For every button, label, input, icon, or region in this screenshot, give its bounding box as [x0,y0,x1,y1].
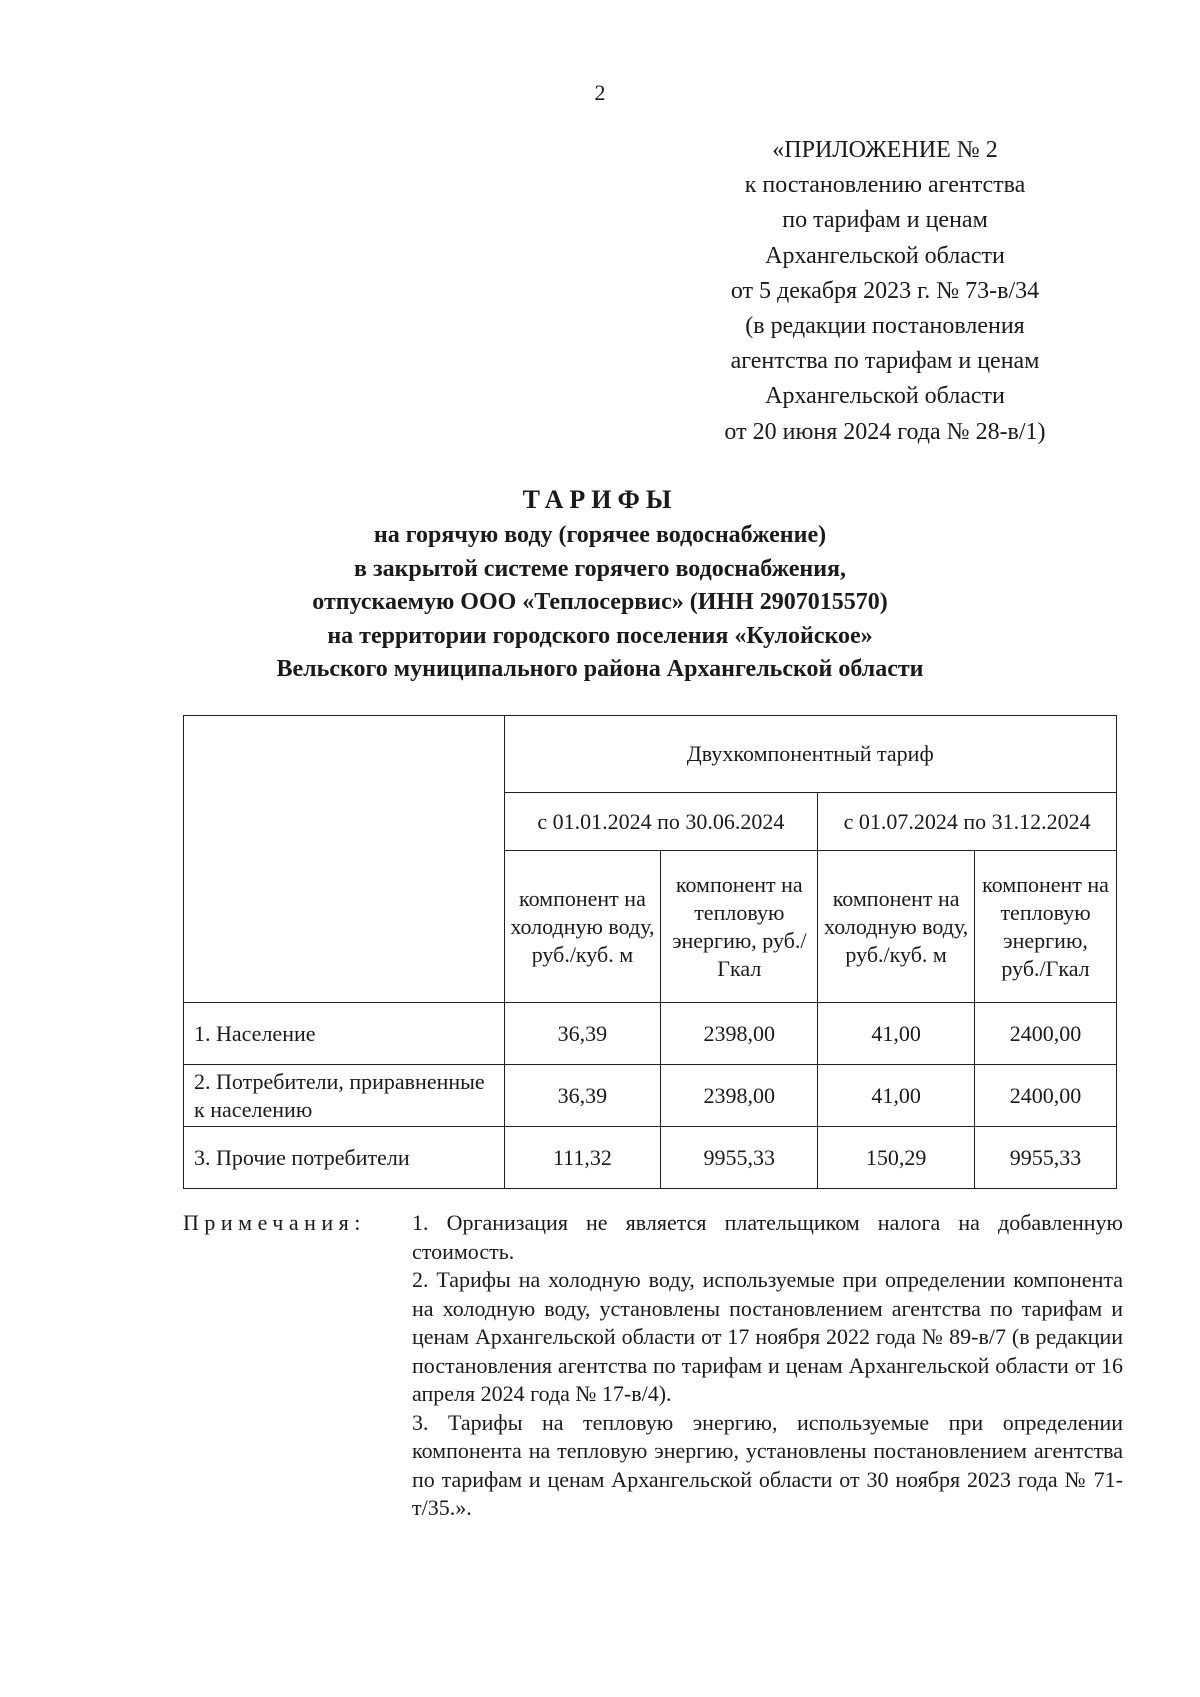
component-header: компонент на тепловую энергию, руб./Гкал [661,851,818,1003]
component-header: компонент на холодную воду, руб./куб. м [818,851,975,1003]
table-cell: 36,39 [504,1003,661,1065]
title-line: отпускаемую ООО «Теплосервис» (ИНН 2907015570) [312,589,888,616]
appendix-header [660,133,1110,450]
page-number: 2 [594,80,606,105]
notes-label: Примечания: [183,1210,366,1235]
group-header: Двухкомпонентный тариф [504,716,1117,793]
appendix-line: Архангельской области [765,242,1005,269]
table-cell: 2400,00 [975,1065,1117,1127]
empty-header-cell [184,716,505,1003]
title-line: в закрытой системе горячего водоснабжения, [353,555,847,582]
table-cell: 36,39 [504,1065,661,1127]
table-cell: 9955,33 [661,1127,818,1189]
table-row [184,1003,1117,1065]
appendix-line: от 5 декабря 2023 г. № 73-в/34 [730,277,1040,304]
appendix-line: «ПРИЛОЖЕНИЕ № 2 [772,137,998,163]
component-header: компонент на тепловую энергию, руб./Гкал [975,851,1117,1003]
table-cell: 150,29 [818,1127,975,1189]
table-cell: 111,32 [504,1127,661,1189]
appendix-line: (в редакции постановления [745,313,1025,340]
period-header: с 01.01.2024 по 30.06.2024 [504,793,818,851]
row-label: 3. Прочие потребители [184,1127,505,1189]
table-row [184,1065,1117,1127]
appendix-line: по тарифам и ценам [782,207,988,234]
table-cell: 41,00 [818,1065,975,1127]
notes-list [412,1209,1123,1523]
appendix-line: агентства по тарифам и ценам [730,348,1040,375]
appendix-line: к постановлению агентства [744,172,1026,199]
document-title [0,483,1200,687]
row-label: 2. Потребители, приравненные к населению [184,1065,505,1127]
component-header: компонент на холодную воду, руб./куб. м [504,851,661,1003]
title-line: на территории городского поселения «Кулойское» [327,622,873,649]
appendix-line: от 20 июня 2024 года № 28-в/1) [724,418,1046,445]
table-cell: 2398,00 [661,1003,818,1065]
appendix-line: Архангельской области [765,383,1005,410]
title-line: на горячую воду (горячее водоснабжение) [373,522,827,548]
table-header-row [184,716,1117,793]
period-header: с 01.07.2024 по 31.12.2024 [818,793,1117,851]
note-item: 1. Организация не является плательщиком налога на добавленную стоимость. [412,1210,1123,1264]
tariffs-table [183,715,1117,1189]
note-item: 3. Тарифы на тепловую энергию, используемые при определении компонента на тепловую энергию, установлены постановлением агентства по тарифам и ценам Архангельской области от 30 ноября 2023 года № 71-т/35.». [412,1409,1123,1520]
note-item: 2. Тарифы на холодную воду, используемые при определении компонента на холодную воду, установлены постановлением агентства по тарифам и ценам Архангельской области от 17 ноября 2022 года № 89-в/7 (в редакции постановления агентства по тарифам и ценам Архангельской области от 16 апреля 2024 года № 17-в/4). [412,1267,1123,1406]
table-cell: 2398,00 [661,1065,818,1127]
table-cell: 2400,00 [975,1003,1117,1065]
title-main: ТАРИФЫ [522,485,678,514]
title-line: Вельского муниципального района Архангельской области [276,656,924,683]
table-cell: 9955,33 [975,1127,1117,1189]
table-cell: 41,00 [818,1003,975,1065]
row-label: 1. Население [184,1003,505,1065]
table-row [184,1127,1117,1189]
